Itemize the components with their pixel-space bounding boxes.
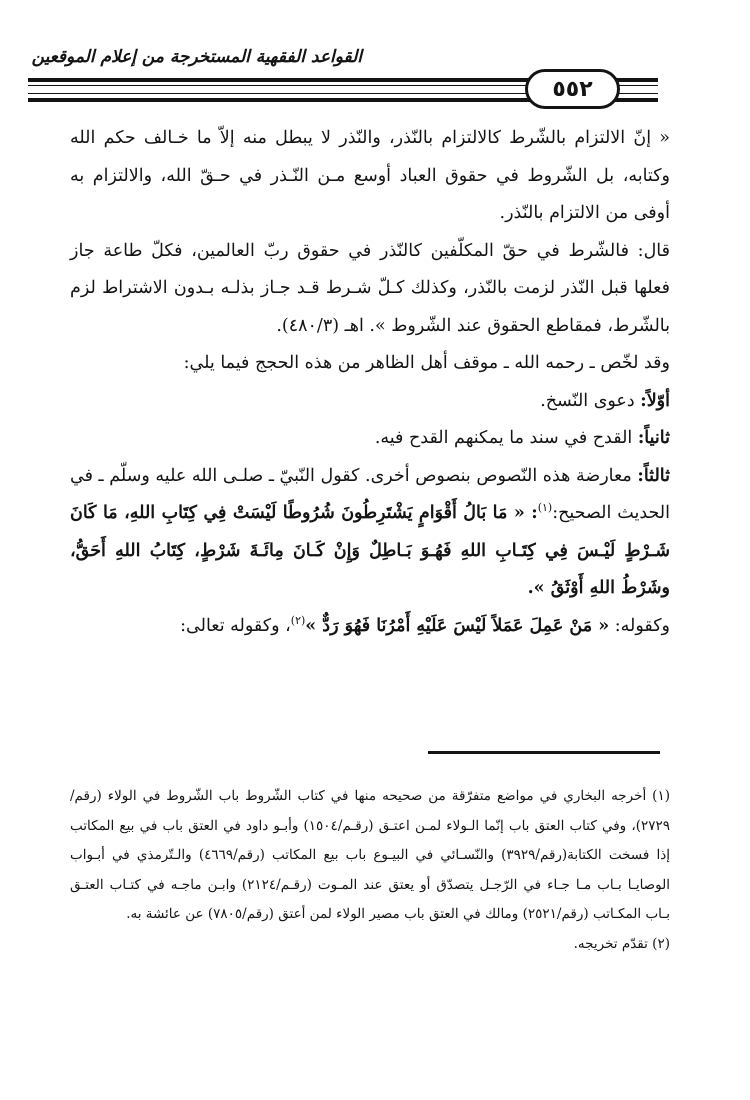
paragraph-qala: قال: فالشّرط في حقّ المكلّفين كالنّذر في حقوق ربّ العالمين، فكلّ طاعة جاز فعلها قبل النّذر لزمت بالنّذر، وكذلك كـلّ شـرط قـد جـاز بذلـه بـدون الاشتراط لزم بالشّرط، فمقاطع الحقوق عند الشّروط ». اهـ (٤٨٠/٣). xyxy=(70,240,670,336)
second-hadith-lead: وكقوله: xyxy=(609,615,670,636)
page-number: ٥٥٢ xyxy=(552,76,593,102)
list-label-second: ثانياً: xyxy=(637,428,670,448)
list-label-first: أوّلاً: xyxy=(640,390,670,411)
footnote-ref-2: (٢) xyxy=(290,613,306,627)
list-item-second xyxy=(70,420,670,458)
list-text-third: معارضة هذه النّصوص بنصوص أخرى. كقول النّبيّ ـ صلـى الله عليه وسلّم ـ في الحديث الصحيح: xyxy=(70,465,670,523)
footnote-2: (٢) تقدّم تخريجه. xyxy=(573,935,670,952)
paragraph-quote: « إنّ الالتزام بالشّرط كالالتزام بالنّذر، والنّذر لا يبطل منه إلاّ ما خـالف حكم الله وكتابه، بل الشّروط في حقوق العباد أوسع مـن النّـذر في حـقّ الله، والالتزام به أوفى من الالتزام بالنّذر. xyxy=(70,128,670,223)
hadith-quote-1: : « مَا بَالُ أَقْوَامٍ يَشْتَرِطُونَ شُرُوطًا لَيْسَتْ فِي كِتَابِ اللهِ، مَا كَانَ شَـرْطٍ لَيْـسَ فِي كِتَـابِ اللهِ فَهُـوَ بَـاطِلٌ وَإِنْ كَـانَ مِائَـةَ شَرْطٍ، كِتَابُ اللهِ أَحَقُّ، وشَرْطُ اللهِ أَوْثَقُ ». xyxy=(70,503,670,598)
list-item-third xyxy=(70,458,670,608)
running-title: القواعد الفقهية المستخرجة من إعلام الموقعين xyxy=(31,47,362,67)
second-hadith-tail: ، وكقوله تعالى: xyxy=(180,615,291,636)
footnote-separator xyxy=(428,751,660,754)
hadith-quote-2: « مَنْ عَمِلَ عَمَلاً لَيْسَ عَلَيْهِ أَمْرُنَا فَهُوَ رَدٌّ » xyxy=(305,615,610,636)
footnote-ref-1: (١) xyxy=(537,501,553,515)
footnotes xyxy=(70,782,670,959)
list-text-second: القدح في سند ما يمكنهم القدح فيه. xyxy=(374,428,638,448)
page-number-badge xyxy=(525,69,620,109)
list-label-third: ثالثاً: xyxy=(637,465,670,486)
paragraph-second-hadith xyxy=(70,608,670,646)
list-text-first: دعوى النّسخ. xyxy=(540,390,641,411)
main-text xyxy=(70,120,670,645)
paragraph-summary: وقد لخّص ـ رحمه الله ـ موقف أهل الظاهر من هذه الحجج فيما يلي: xyxy=(183,353,670,373)
footnote-1: (١) أخرجه البخاري في مواضع متفرّقة من صحيحه منها في كتاب الشّروط باب الشّروط في الولاء (رقم/٢٧٢٩)، وفي كتاب العتق باب إنّما الـولاء لمـن اعتـق (رقـم/١٥٠٤) وأبـو داود في العتق باب في بيع المكاتب إذا فسخت الكتابة(رقم/٣٩٢٩) والنّسـائي في البيـوع باب بيع المكاتب (رقم/٤٦٦٩) والـتّرمذي في أبـواب الوصايـا بـاب مـا جـاء في الرّجـل يتصدّق أو يعتق عند المـوت (رقـم/٢١٢٤) وابـن ماجـه في كتـاب العتـق بـاب المكـاتب (رقم/٢٥٢١) ومالك في العتق باب مصير الولاء لمن أعتق (رقم/٧٨٠٥) عن عائشة به. xyxy=(70,788,670,922)
list-item-first xyxy=(70,383,670,421)
